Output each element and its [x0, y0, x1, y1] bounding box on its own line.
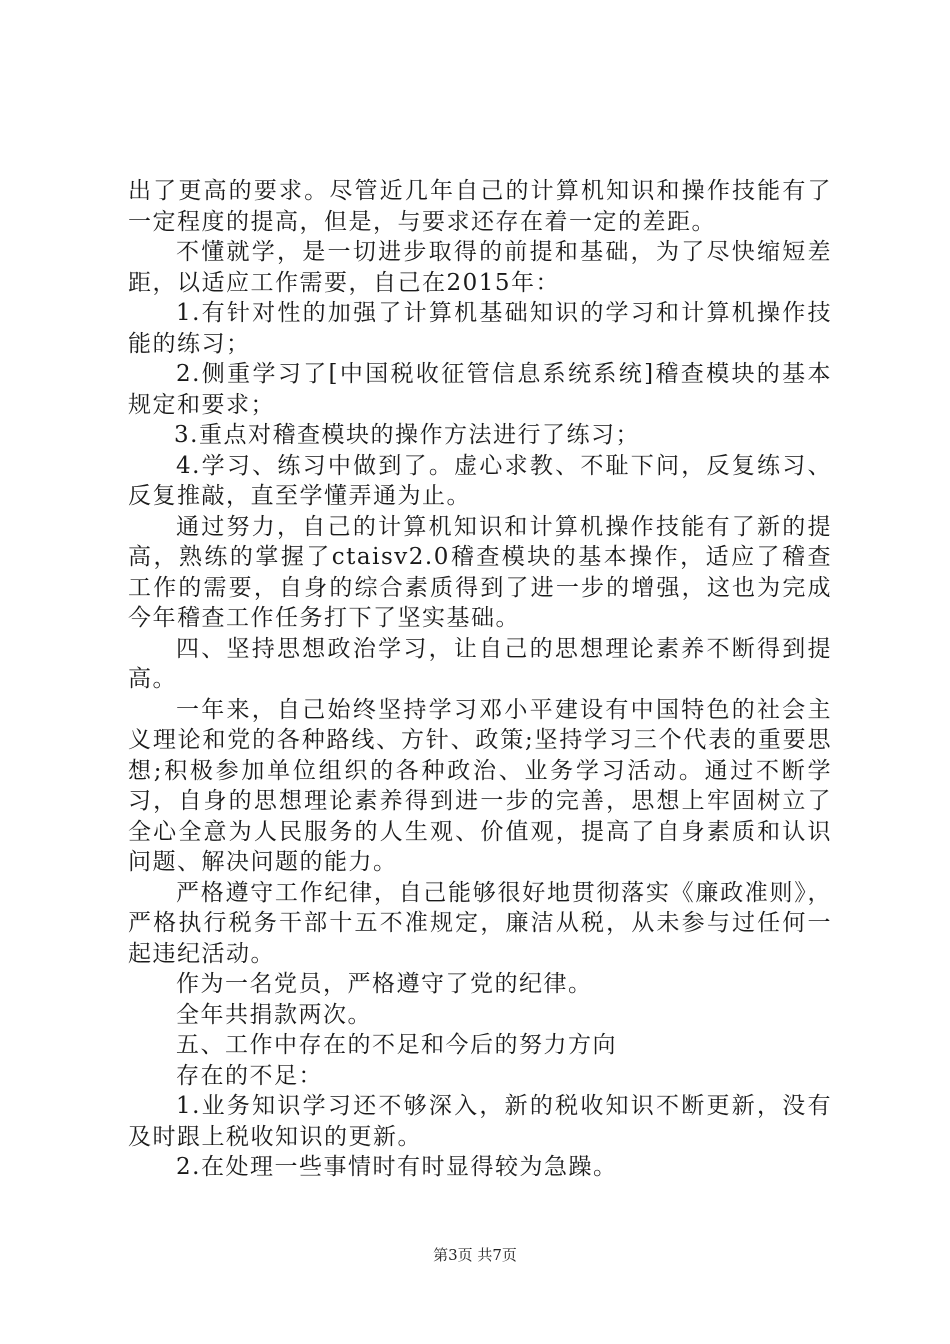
section-heading-four: 四、坚持思想政治学习，让自己的思想理论素养不断得到提高。 — [128, 635, 832, 692]
subheading-shortcomings: 存在的不足： — [176, 1062, 323, 1089]
section-heading-five: 五、工作中存在的不足和今后的努力方向 — [176, 1032, 617, 1058]
paragraph-discipline: 严格遵守工作纪律，自己能够很好地贯彻落实《廉政准则》，严格执行税务干部十五不准规定，廉洁从税，从未参与过任何一起违纪活动。 — [128, 879, 832, 967]
paragraph-party-member: 作为一名党员，严格遵守了党的纪律。 — [176, 971, 593, 997]
list-item-2: 2.侧重学习了[中国税收征管信息系统系统]稽查模块的基本规定和要求； — [128, 361, 832, 418]
paragraph-political-study: 一年来，自己始终坚持学习邓小平建设有中国特色的社会主义理论和党的各种路线、方针、政策;坚持学习三个代表的重要思想;积极参加单位组织的各种政治、业务学习活动。通过不断学习，自身的思想理论素养得到进一步的完善，思想上牢固树立了全心全意为人民服务的人生观、价值观，提高了自身素质和认识问题、解决问题的能力。 — [128, 696, 832, 875]
shortcoming-item-1: 1.业务知识学习还不够深入，新的税收知识不断更新，没有及时跟上税收知识的更新。 — [128, 1093, 832, 1150]
document-body — [128, 176, 832, 1183]
paragraph-effort-result: 通过努力，自己的计算机知识和计算机操作技能有了新的提高，熟练的掌握了ctaisv2.0稽查模块的基本操作，适应了稽查工作的需要，自身的综合素质得到了进一步的增强，这也为完成今年稽查工作任务打下了坚实基础。 — [128, 513, 832, 631]
list-item-3: 3.重点对稽查模块的操作方法进行了练习； — [174, 422, 640, 448]
page-number-footer: 第3页 共7页 — [433, 1246, 517, 1264]
list-item-4: 4.学习、练习中做到了。虚心求教、不耻下问，反复练习、反复推敲，直至学懂弄通为止。 — [128, 452, 832, 509]
list-item-1: 1.有针对性的加强了计算机基础知识的学习和计算机操作技能的练习； — [128, 300, 832, 357]
paragraph-learning-intro: 不懂就学，是一切进步取得的前提和基础，为了尽快缩短差距，以适应工作需要，自己在2015年： — [128, 239, 832, 296]
paragraph-continuation: 出了更高的要求。尽管近几年自己的计算机知识和操作技能有了一定程度的提高，但是，与要求还存在着一定的差距。 — [128, 178, 832, 235]
shortcoming-item-2: 2.在处理一些事情时有时显得较为急躁。 — [176, 1154, 618, 1180]
paragraph-donations: 全年共捐款两次。 — [176, 1001, 372, 1028]
